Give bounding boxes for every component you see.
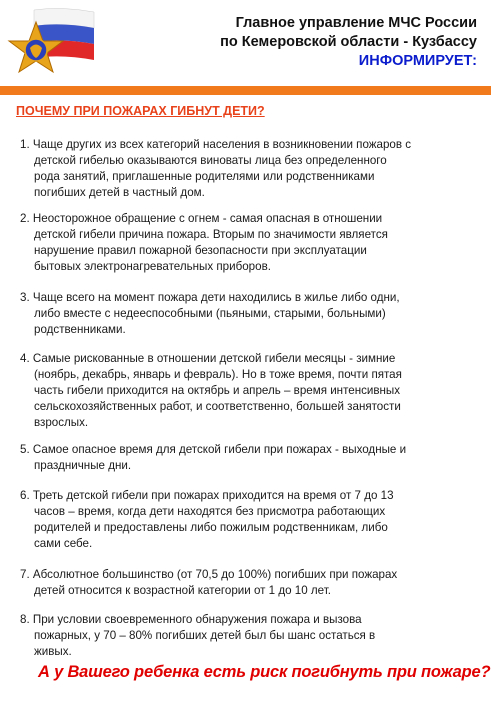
org-name-line2: по Кемеровской области - Кузбассу bbox=[220, 34, 477, 50]
mchs-emblem-icon bbox=[6, 6, 96, 86]
list-item: 1. Чаще других из всех категорий населения в возникновении пожаров с детской гибелью оказываются виноваты лица без определенного рода занятий, приглашенные родителями или родственниками погибших детей в частный дом. bbox=[20, 138, 412, 200]
list-item: 2. Неосторожное обращение с огнем - самая опасная в отношении детской гибели причина пожара. Вторым по значимости является нарушение правил пожарной безопасности при эксплуатации бытовых электронагревательных приборов. bbox=[20, 212, 388, 274]
list-item: 6. Треть детской гибели при пожарах приходится на время от 7 до 13 часов – время, когда дети находятся без присмотра работающих родителей и предоставлены либо пожилым родственникам, либо сами себе. bbox=[20, 489, 394, 551]
header-text bbox=[137, 14, 477, 71]
header bbox=[0, 0, 491, 98]
list-item: 5. Самое опасное время для детской гибели при пожарах - выходные и праздничные дни. bbox=[20, 443, 407, 473]
list-item: 8. При условии своевременного обнаружения пожара и вызова пожарных, у 70 – 80% погибших детей был бы шанс остаться в живых. bbox=[20, 613, 376, 659]
org-name-line1: Главное управление МЧС России bbox=[235, 15, 477, 31]
list-item: 7. Абсолютное большинство (от 70,5 до 100%) погибших при пожарах детей относится к возрастной категории от 1 до 10 лет. bbox=[20, 568, 398, 598]
page-title: ПОЧЕМУ ПРИ ПОЖАРАХ ГИБНУТ ДЕТИ? bbox=[16, 104, 265, 118]
footer-question: А у Вашего ребенка есть риск погибнуть при пожаре? bbox=[38, 663, 491, 681]
informs-label: ИНФОРМИРУЕТ: bbox=[358, 53, 477, 69]
orange-divider bbox=[0, 86, 491, 95]
list-item: 3. Чаще всего на момент пожара дети находились в жилье либо одни, либо вместе с недееспособными (пьяными, старыми, больными) родственниками. bbox=[20, 291, 400, 337]
list-item: 4. Самые рискованные в отношении детской гибели месяцы - зимние (ноябрь, декабрь, январь и февраль). Но в тоже время, почти пятая часть гибели приходится на октябрь и апрель – время интенсивных сельскохозяйственных работ, и соответственно, большей занятости взрослых. bbox=[20, 352, 402, 430]
